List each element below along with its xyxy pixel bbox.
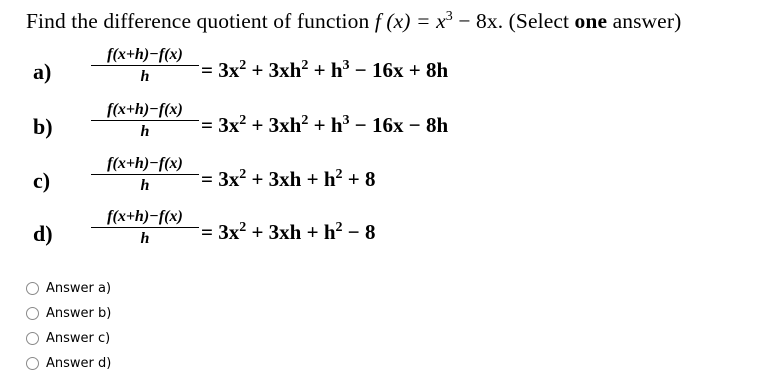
expr-part: + 3xh (246, 113, 302, 137)
expr-exponent: 2 (239, 58, 247, 73)
choice-expression (201, 220, 375, 245)
fraction-numerator: f(x+h)−f(x) (91, 208, 199, 228)
fraction-numerator: f(x+h)−f(x) (91, 46, 199, 66)
expr-exponent: 2 (239, 113, 247, 128)
answer-label: Answer d) (46, 356, 112, 371)
expr-part: + 3xh + h (246, 167, 336, 191)
expr-part: + 3xh + h (246, 220, 336, 244)
radio-button[interactable] (26, 282, 39, 295)
question-rest: − 8x. (Select (452, 9, 575, 34)
expr-exponent: 2 (301, 113, 309, 128)
fraction-denominator: h (140, 177, 150, 194)
choice-expression (201, 113, 448, 138)
difference-quotient-fraction (91, 46, 199, 87)
choice-letter: d) (33, 221, 53, 246)
choice-expression (201, 58, 448, 83)
choice-letter: b) (33, 114, 53, 139)
difference-quotient-fraction (91, 101, 199, 142)
expr-part: = 3x (201, 58, 240, 82)
fraction-denominator: h (140, 230, 150, 247)
answer-option-c[interactable] (26, 326, 111, 351)
answer-options (26, 276, 111, 376)
choice-letter: c) (33, 168, 51, 193)
answer-label: Answer b) (46, 306, 112, 321)
answer-option-a[interactable] (26, 276, 111, 301)
difference-quotient-fraction (91, 208, 199, 249)
expr-part: + h (308, 113, 343, 137)
difference-quotient-fraction (91, 155, 199, 196)
expr-exponent: 3 (342, 113, 350, 128)
question-suffix: answer) (607, 9, 682, 34)
fraction-denominator: h (140, 68, 150, 85)
fraction-numerator: f(x+h)−f(x) (91, 101, 199, 121)
question-prefix: Find the difference quotient of function (26, 9, 375, 34)
answer-option-b[interactable] (26, 301, 111, 326)
function-equals: = x (410, 9, 446, 34)
answer-label: Answer a) (46, 281, 112, 296)
question-emphasis: one (574, 9, 608, 34)
expr-part: = 3x (201, 113, 240, 137)
choice-expression (201, 167, 375, 192)
function-exponent: 3 (445, 9, 453, 24)
fraction-denominator: h (140, 123, 150, 140)
expr-part: − 16x − 8h (349, 113, 449, 137)
fraction-numerator: f(x+h)−f(x) (91, 155, 199, 175)
expr-part: + h (308, 58, 343, 82)
expr-part: − 8 (342, 220, 376, 244)
expr-part: − 16x + 8h (349, 58, 449, 82)
expr-part: + 3xh (246, 58, 302, 82)
expr-exponent: 2 (239, 220, 247, 235)
expr-part: + 8 (342, 167, 376, 191)
answer-option-d[interactable] (26, 351, 111, 376)
answer-label: Answer c) (46, 331, 111, 346)
expr-exponent: 3 (342, 58, 350, 73)
expr-exponent: 2 (335, 220, 343, 235)
radio-button[interactable] (26, 307, 39, 320)
choice-letter: a) (33, 59, 52, 84)
question-text (26, 9, 681, 34)
expr-exponent: 2 (301, 58, 309, 73)
radio-button[interactable] (26, 357, 39, 370)
expr-exponent: 2 (239, 167, 247, 182)
expr-exponent: 2 (335, 167, 343, 182)
function-name: f (x) (374, 9, 411, 34)
radio-button[interactable] (26, 332, 39, 345)
expr-part: = 3x (201, 220, 240, 244)
expr-part: = 3x (201, 167, 240, 191)
